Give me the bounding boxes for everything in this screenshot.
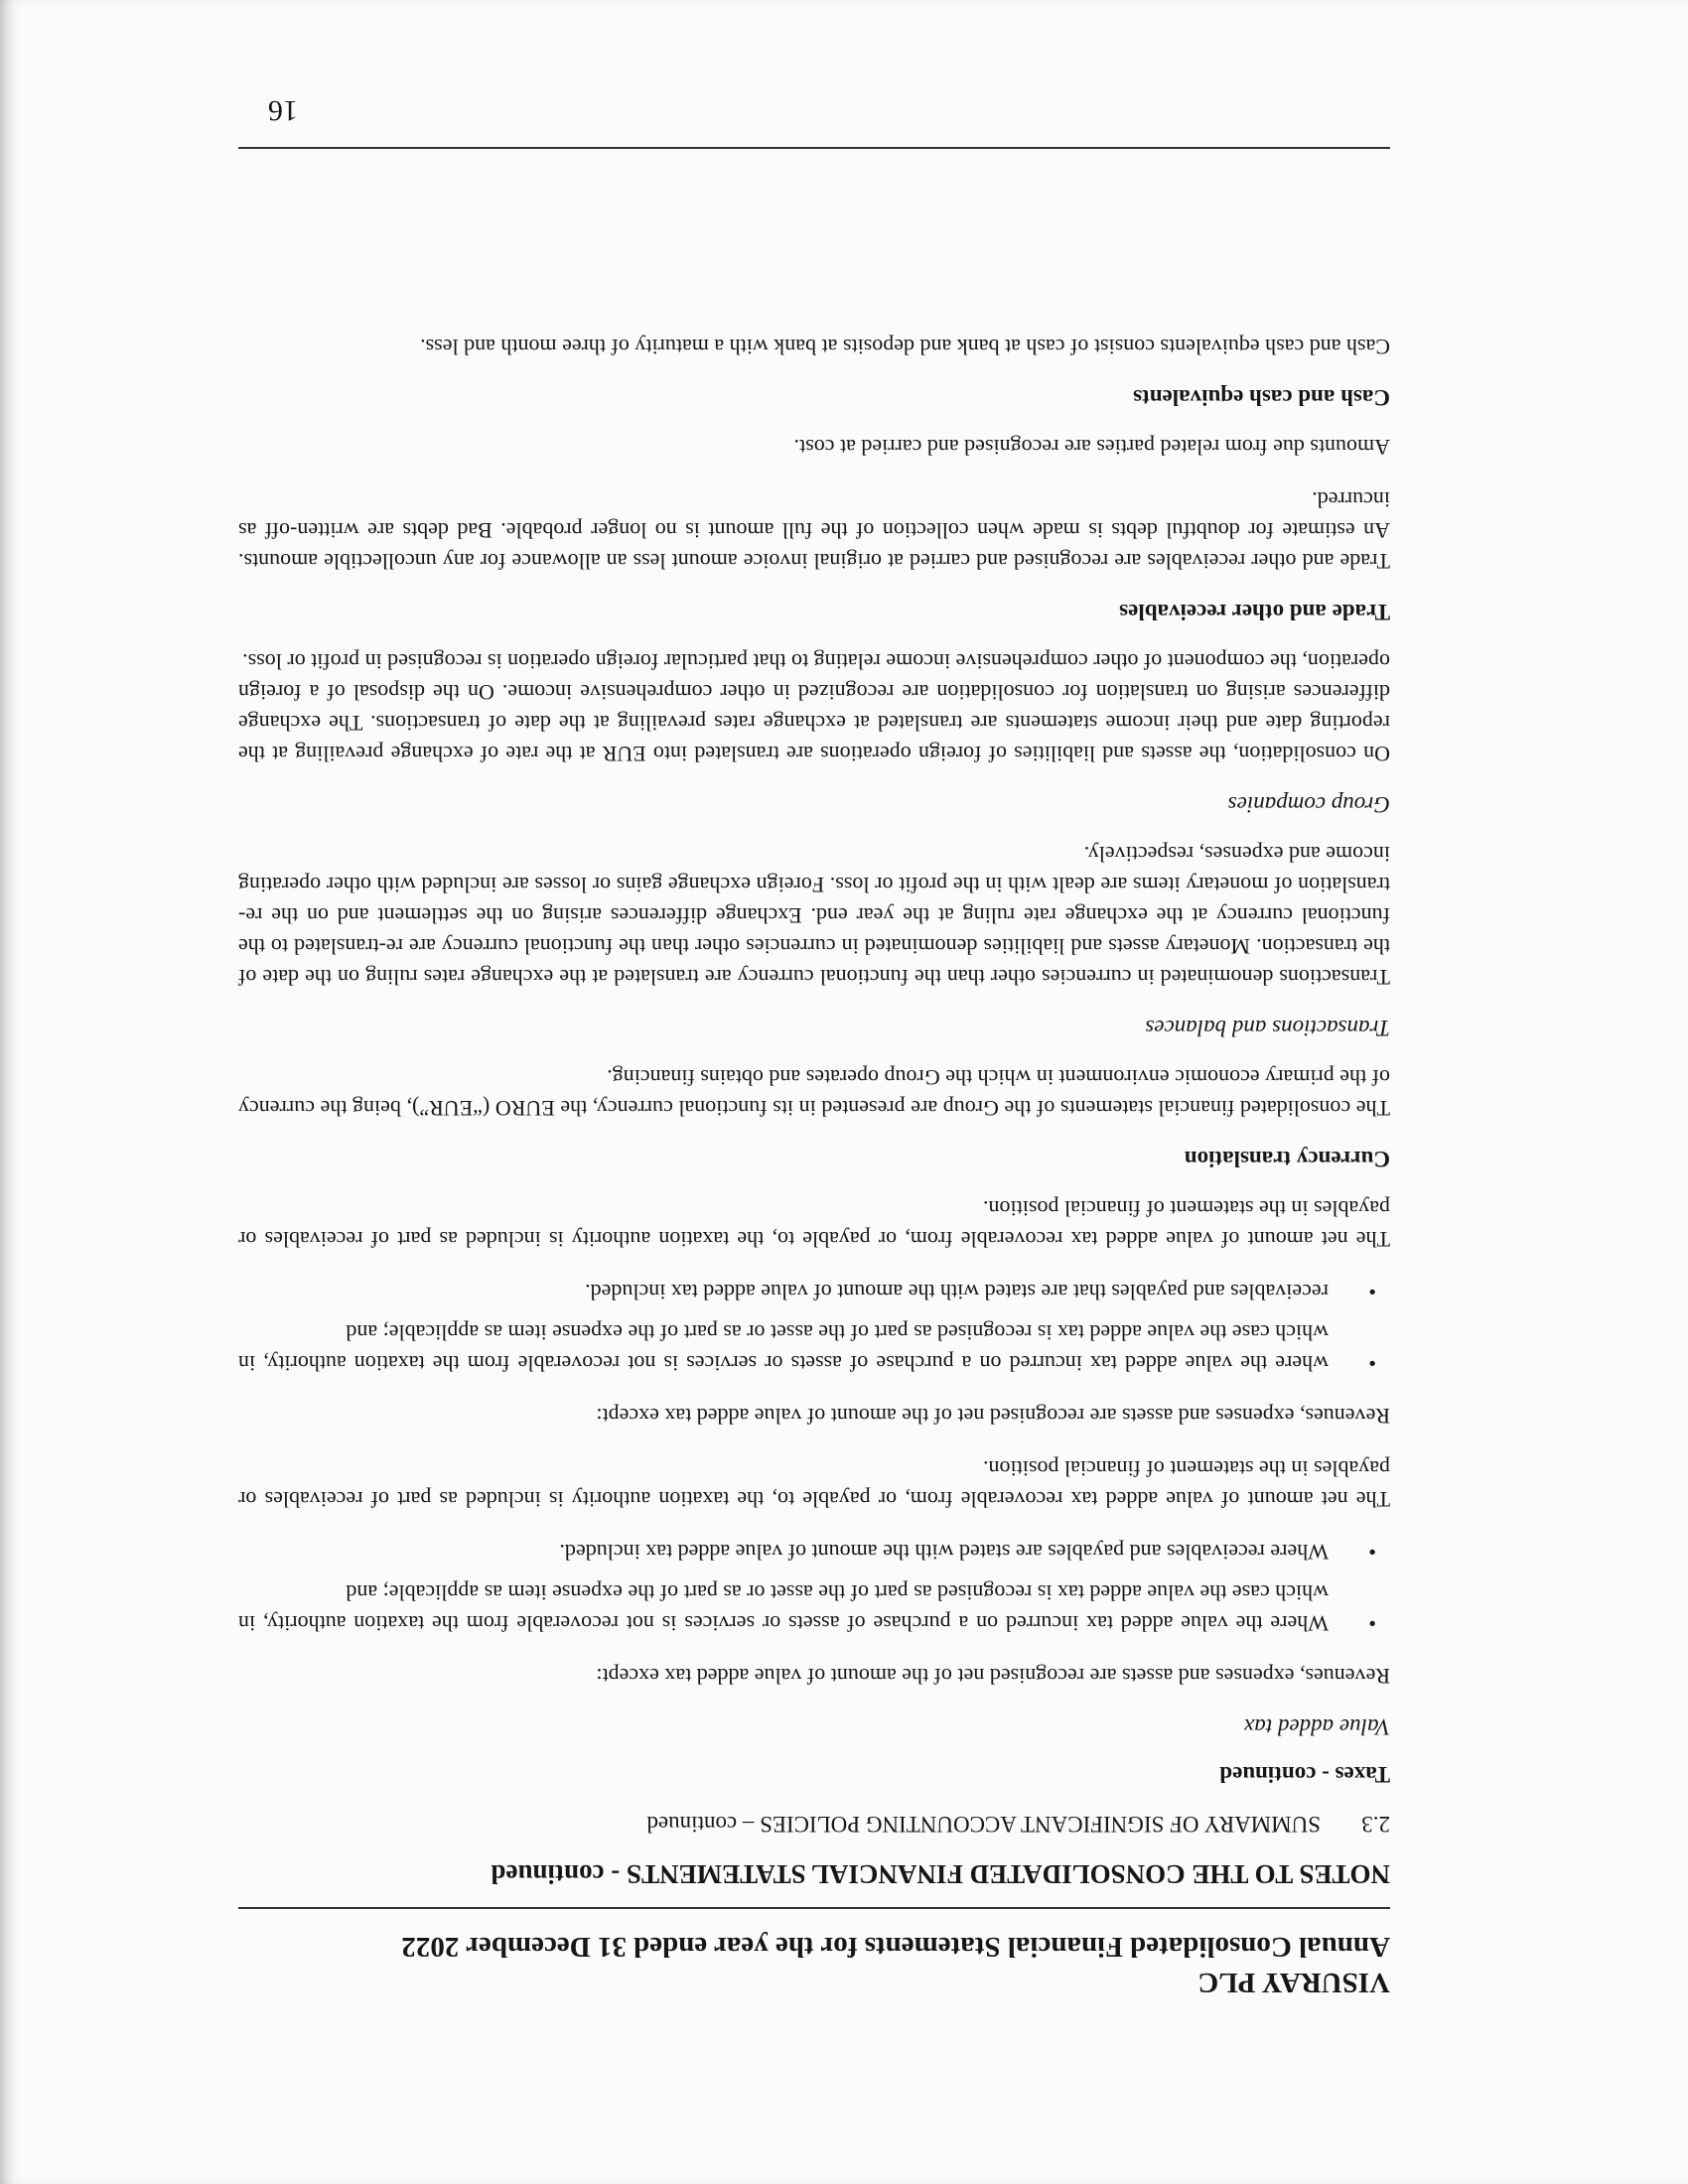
bullet-icon: •	[1368, 1280, 1376, 1304]
transactions-heading: Transactions and balances	[1145, 1016, 1390, 1040]
bullet-icon: •	[1368, 1540, 1376, 1565]
list-item	[238, 1317, 1390, 1379]
group-companies-heading: Group companies	[1227, 792, 1390, 817]
bullet-text: Where receivables and payables are stated with the amount of value added tax included.	[559, 1540, 1329, 1565]
bullet-text: Where the value added tax incurred on a purchase of assets or services is not recoverable from the taxation authority, in which case the value added tax is recognised as part of the asset or as part of the expense item as applicable; and	[238, 1580, 1329, 1636]
group-companies-paragraph: On consolidation, the assets and liabilities of foreign operations are translated into EUR at the rate of exchange prevailing at the reporting date and their income statements are translated at exchange rates prevailing at the date of transactions. The exchange differences arising on translation for consolidation are recognized in other comprehensive income. On the disposal of a foreign operation, the component of other comprehensive income relating to that particular foreign operation is recognised in profit or loss.	[238, 649, 1390, 766]
vat-net-1: The net amount of value added tax recoverable from, or payable to, the taxation authority is included as part of receivables or payables in the statement of financial position.	[238, 1456, 1390, 1512]
report-subtitle: Annual Consolidated Financial Statements for the year ended 31 December 2022	[401, 1931, 1390, 1963]
receivables-paragraph-1: Trade and other receivables are recognised and carried at original invoice amount less an allowance for any uncollectible amounts. An estimate for doubtful debts is made when collection of the full amount is no longer probable. Bad debts are written-off as incurred.	[238, 487, 1390, 574]
cash-paragraph: Cash and cash equivalents consist of cash at bank and deposits at bank with a maturity of three month and less.	[420, 335, 1390, 359]
transactions-paragraph: Transactions denominated in currencies other than the functional currency are translated at the exchange rates ruling on the date of the transaction. Monetary assets and liabilities denominated in currencies other than the functional currency are re-translated to the functional currency at the exchange rate ruling at the year end. Exchange differences arising on the settlement and on the re-translation of monetary items are dealt with in the profit or loss. Foreign exchange gains or losses are included with other operating income and expenses, respectively.	[238, 842, 1390, 990]
company-name: VISURAY PLC	[1197, 1967, 1390, 1998]
list-item	[238, 1577, 1390, 1639]
currency-heading: Currency translation	[1184, 1147, 1390, 1171]
notes-title: NOTES TO THE CONSOLIDATED FINANCIAL STATEMENTS - continued	[491, 1859, 1390, 1889]
bullet-text: where the value added tax incurred on a purchase of assets or services is not recoverable from the taxation authority, in which case the value added tax is recognised as part of the asset or as part of the expense item as applicable; and	[238, 1320, 1329, 1376]
section-number: 2.3	[1361, 1812, 1390, 1837]
taxes-heading: Taxes - continued	[1219, 1762, 1390, 1787]
page-footer	[238, 93, 1390, 149]
document-body	[238, 310, 1390, 2000]
bullet-icon: •	[1368, 1611, 1376, 1636]
vat-bullets-2	[238, 1277, 1390, 1379]
header-rule	[238, 1907, 1390, 1909]
bullet-text: receivables and payables that are stated with the amount of value added tax included.	[585, 1280, 1329, 1304]
cash-heading: Cash and cash equivalents	[1133, 385, 1390, 410]
vat-intro-1: Revenues, expenses and assets are recognised net of the amount of value added tax except:	[596, 1664, 1390, 1689]
list-item	[238, 1537, 1390, 1568]
list-item	[238, 1277, 1390, 1307]
page-number: 16	[268, 94, 298, 127]
receivables-paragraph-2: Amounts due from related parties are recognised and carried at cost.	[793, 435, 1390, 460]
section-heading	[238, 1811, 1390, 1837]
vat-intro-2: Revenues, expenses and assets are recognised net of the amount of value added tax except:	[596, 1404, 1390, 1429]
vat-bullets-1	[238, 1537, 1390, 1639]
vat-net-2: The net amount of value added tax recoverable from, or payable to, the taxation authority is included as part of receivables or payables in the statement of financial position.	[238, 1196, 1390, 1252]
section-title: SUMMARY OF SIGNIFICANT ACCOUNTING POLICIES – continued	[646, 1812, 1321, 1837]
footer-rule	[238, 147, 1390, 149]
currency-paragraph: The consolidated financial statements of the Group are presented in its functional currency, the EURO (“EUR”), being the currency of the primary economic environment in which the Group operates and obtains financing.	[238, 1065, 1390, 1121]
bullet-icon: •	[1368, 1351, 1376, 1376]
vat-heading: Value added tax	[1244, 1714, 1390, 1739]
receivables-heading: Trade and other receivables	[1119, 600, 1390, 624]
